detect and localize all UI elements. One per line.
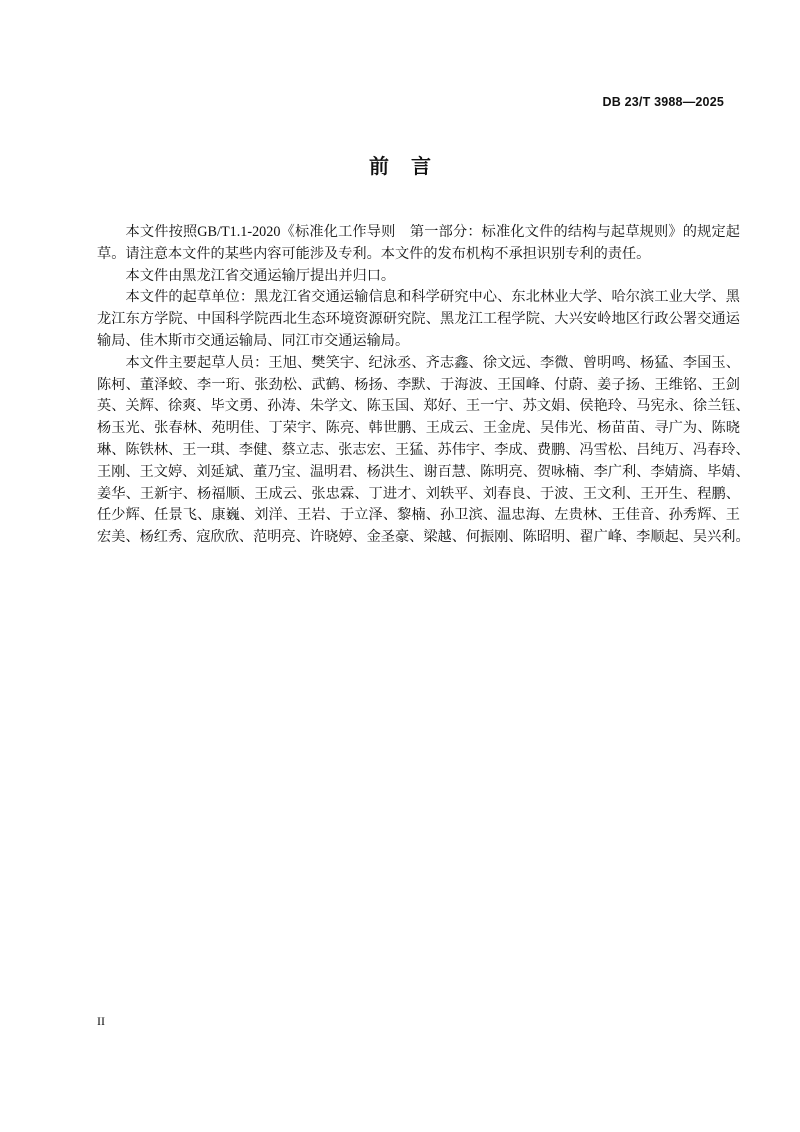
text-line: 陈柯、董泽蛟、李一珩、张劲松、武鹤、杨扬、李默、于海波、王国峰、付蔚、姜子扬、王维铭、王剑	[97, 376, 740, 393]
text-line: 龙江东方学院、中国科学院西北生态环境资源研究院、黑龙江工程学院、大兴安岭地区行政公署交通运	[97, 311, 740, 328]
paragraph	[97, 287, 740, 352]
text-line: 草。请注意本文件的某些内容可能涉及专利。本文件的发布机构不承担识别专利的责任。	[97, 245, 651, 262]
text-line: 王刚、王文婷、刘延斌、董乃宝、温明君、杨洪生、谢百慧、陈明亮、贺咏楠、李广利、李婧旖、毕婧、	[97, 463, 750, 480]
text-line: 宏美、杨红秀、寇欣欣、范明亮、许晓婷、金圣豪、梁越、何振刚、陈昭明、翟广峰、李顺起、吴兴利。	[97, 529, 750, 546]
page-title: 前言	[369, 154, 453, 178]
text-line: 本文件由黑龙江省交通运输厅提出并归口。	[125, 267, 396, 284]
text-line: 输局、佳木斯市交通运输局、同江市交通运输局。	[97, 332, 410, 349]
text-line: 英、关辉、徐爽、毕文勇、孙涛、朱学文、陈玉国、郑好、王一宁、苏文娟、侯艳玲、马宪永、徐兰钰、	[97, 398, 750, 415]
standard-number: DB 23/T 3988—2025	[602, 95, 724, 109]
text-line: 本文件的起草单位：黑龙江省交通运输信息和科学研究中心、东北林业大学、哈尔滨工业大学、黑	[125, 289, 740, 306]
paragraph	[97, 266, 740, 288]
text-line: 本文件主要起草人员：王旭、樊笑宇、纪泳丞、齐志鑫、徐文远、李微、曾明鸣、杨猛、李国玉、	[125, 354, 740, 371]
text-line: 琳、陈铁林、王一琪、李健、蔡立志、张志宏、王猛、苏伟宇、李成、费鹏、冯雪松、吕纯万、冯春玲、	[97, 441, 750, 458]
document-body	[97, 222, 750, 549]
text-line: 姜华、王新宇、杨福顺、王成云、张忠霖、丁进才、刘轶平、刘春良、于波、王文利、王开生、程鹏、	[97, 485, 740, 502]
page-number: II	[97, 1014, 105, 1028]
text-line: 杨玉光、张春林、苑明佳、丁荣宇、陈亮、韩世鹏、王成云、王金虎、吴伟光、杨苗苗、寻广为、陈晓	[97, 420, 740, 437]
text-line: 任少辉、任景飞、康巍、刘洋、王岩、于立泽、黎楠、孙卫滨、温忠海、左贵林、王佳音、孙秀辉、王	[97, 507, 740, 524]
paragraph	[97, 222, 740, 266]
paragraph	[97, 353, 750, 549]
text-line: 本文件按照GB/T1.1-2020《标准化工作导则 第一部分：标准化文件的结构与起草规则》的规定起	[125, 224, 740, 240]
